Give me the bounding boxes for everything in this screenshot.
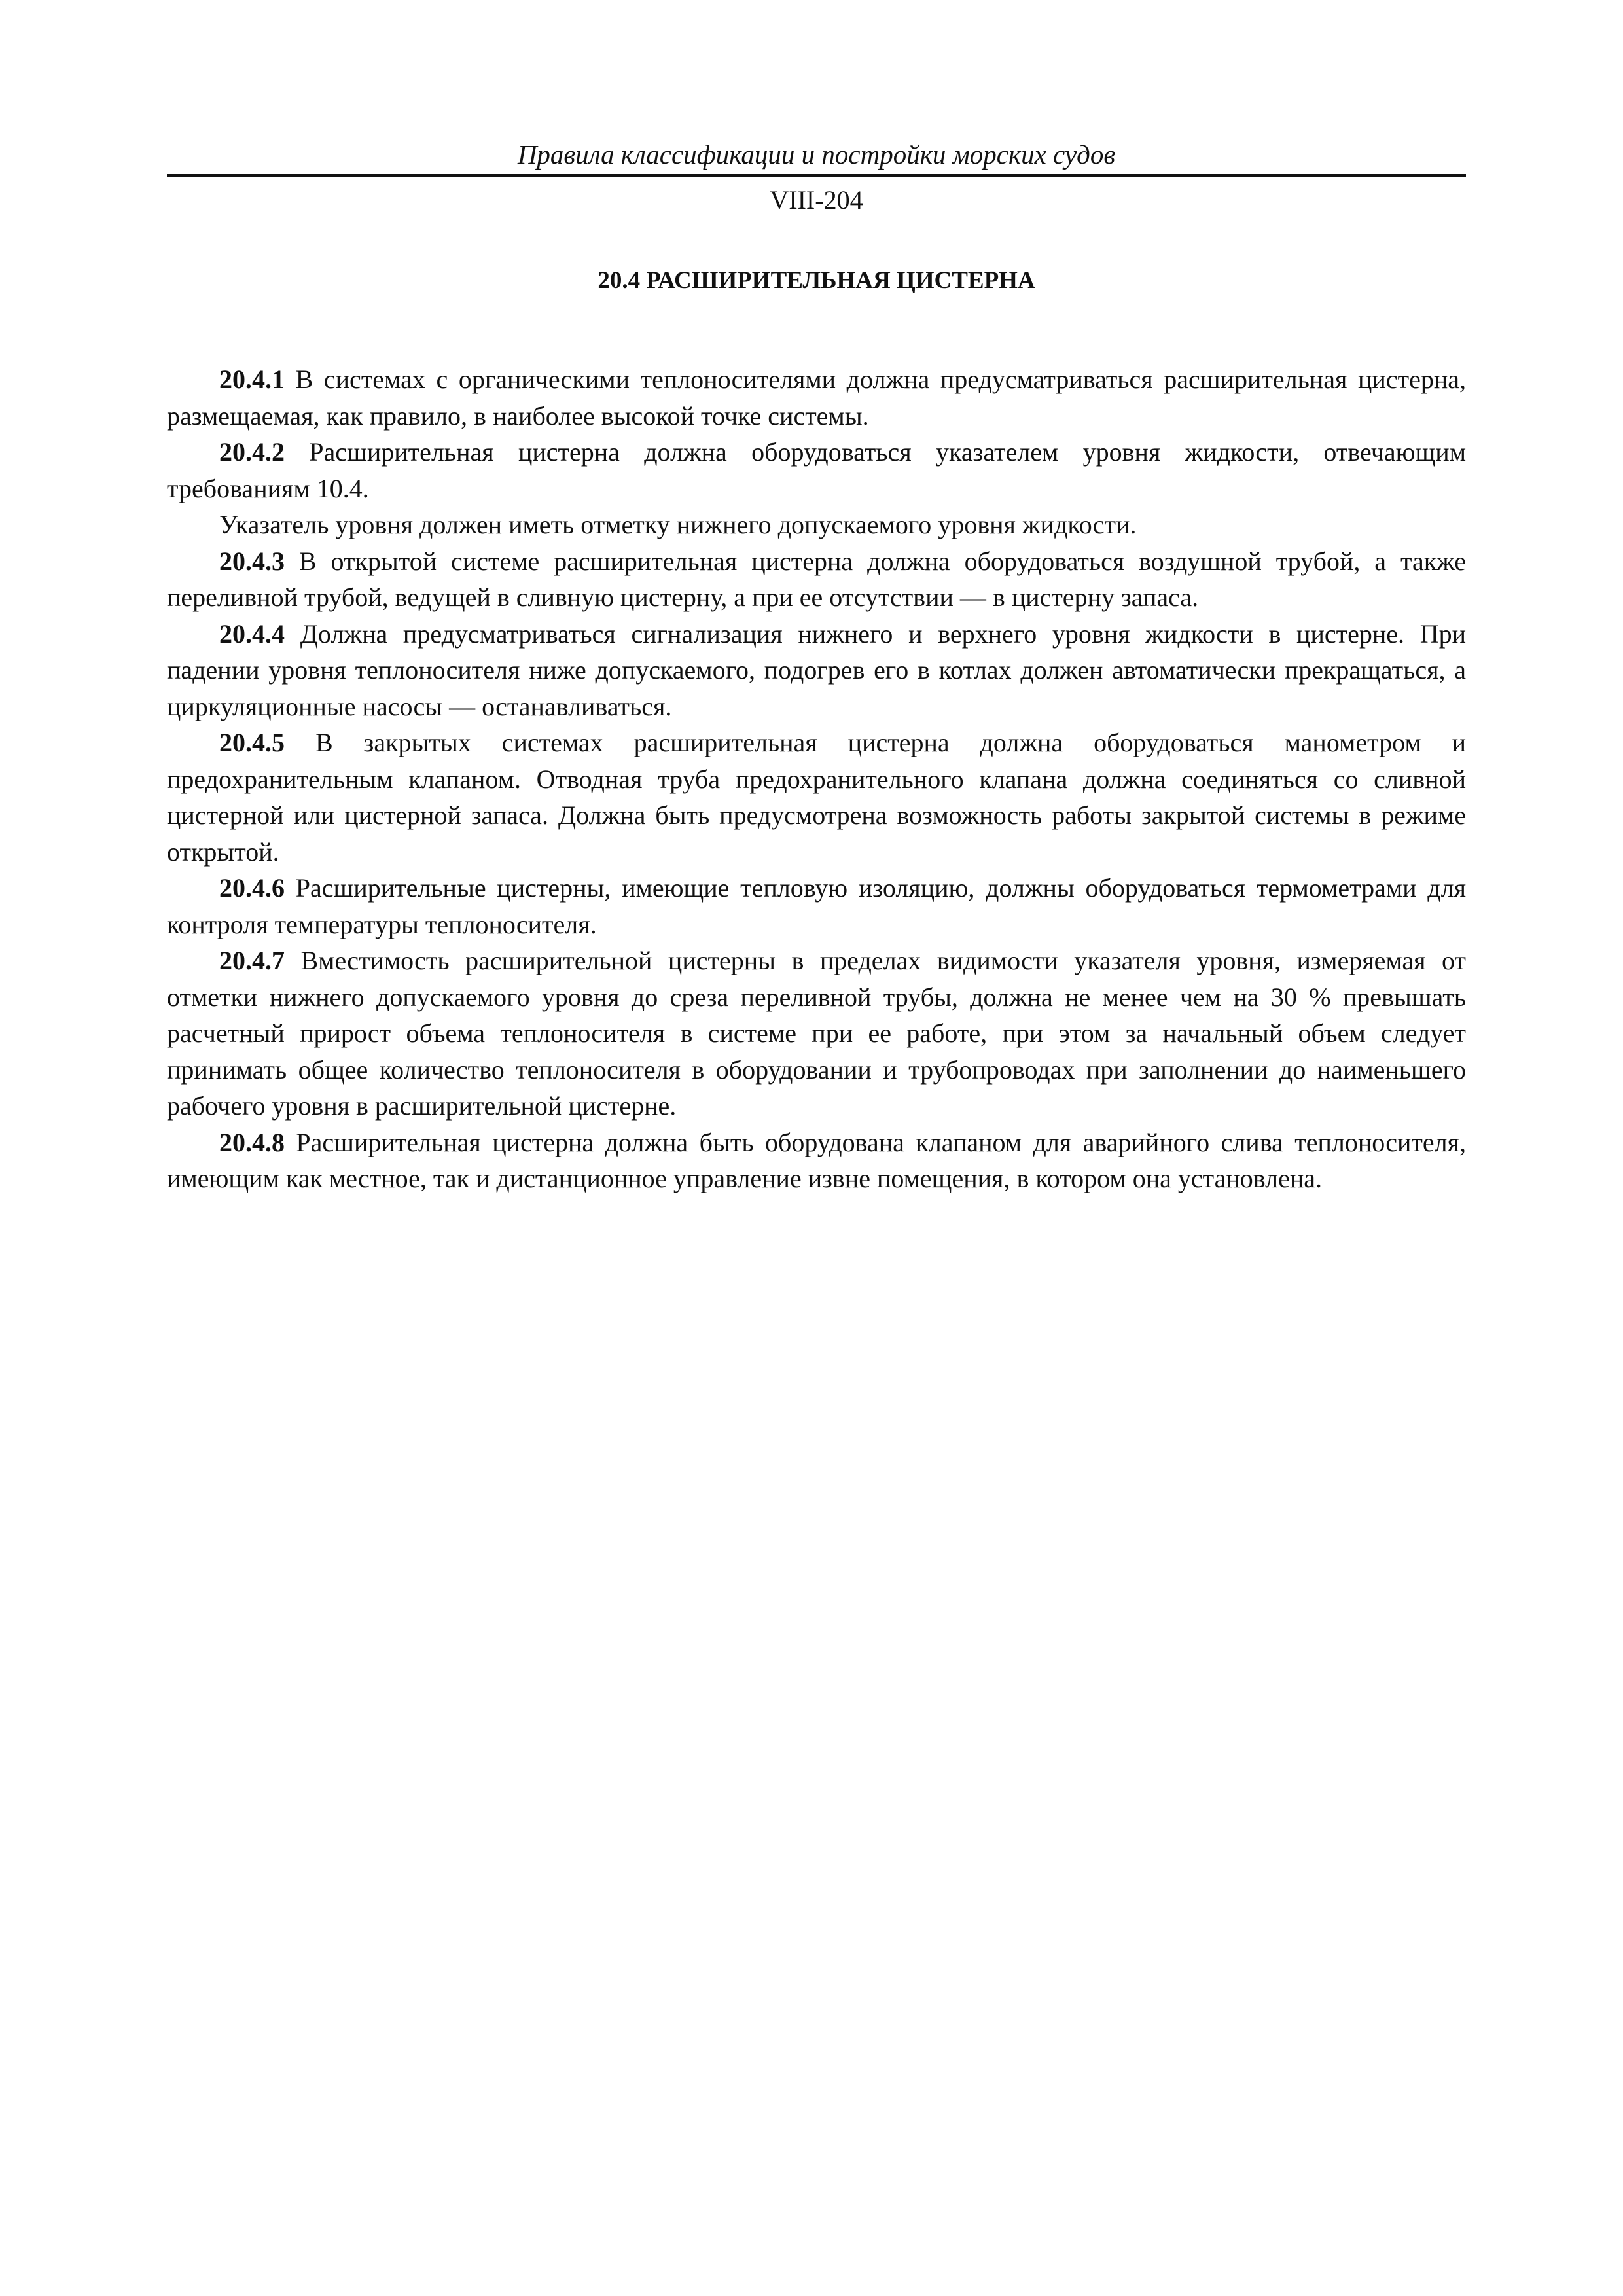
running-title: Правила классификации и постройки морских судов <box>517 139 1116 170</box>
paragraph-number: 20.4.1 <box>219 365 285 394</box>
paragraph-20-4-6 <box>167 870 1466 942</box>
paragraph-text: Расширительные цистерны, имеющие тепловую изоляцию, должны оборудоваться термометрами для контроля температуры теплоносителя. <box>167 873 1466 939</box>
paragraph-number: 20.4.4 <box>219 619 285 649</box>
paragraph-text: В закрытых системах расширительная цистерна должна оборудоваться манометром и предохранительным клапаном. Отводная труба предохранительного клапана должна соединяться со сливной цистерной или цистерной запаса. Должна быть предусмотрена возможность работы закрытой системы в режиме открытой. <box>167 728 1466 867</box>
paragraph-text: Расширительная цистерна должна быть оборудована клапаном для аварийного слива теплоносителя, имеющим как местное, так и дистанционное управление извне помещения, в котором она установлена. <box>167 1127 1466 1193</box>
paragraph-number: 20.4.2 <box>219 437 285 467</box>
section-title: 20.4 РАСШИРИТЕЛЬНАЯ ЦИСТЕРНА <box>597 267 1035 294</box>
paragraph-text: В системах с органическими теплоносителями должна предусматриваться расширительная цистерна, размещаемая, как правило, в наиболее высокой точке системы. <box>167 365 1466 431</box>
paragraph-number: 20.4.6 <box>219 873 285 903</box>
paragraph-20-4-2 <box>167 434 1466 507</box>
paragraph-20-4-1 <box>167 361 1466 434</box>
document-body <box>167 361 1466 1197</box>
paragraph-text: Указатель уровня должен иметь отметку нижнего допускаемого уровня жидкости. <box>219 510 1137 539</box>
paragraph-20-4-4 <box>167 616 1466 725</box>
paragraph-number: 20.4.8 <box>219 1127 285 1157</box>
paragraph-text: Должна предусматриваться сигнализация нижнего и верхнего уровня жидкости в цистерне. При падении уровня теплоносителя ниже допускаемого, подогрев его в котлах должен автоматически прекращаться, а циркуляционные насосы — останавливаться. <box>167 619 1466 721</box>
paragraph-level-indicator-note <box>167 507 1466 543</box>
paragraph-number: 20.4.3 <box>219 546 285 576</box>
header-rule <box>167 174 1466 177</box>
paragraph-text: Расширительная цистерна должна оборудоваться указателем уровня жидкости, отвечающим требованиям 10.4. <box>167 437 1466 503</box>
page-number: VIII-204 <box>770 185 863 215</box>
paragraph-20-4-7 <box>167 942 1466 1124</box>
paragraph-20-4-8 <box>167 1124 1466 1197</box>
paragraph-20-4-3 <box>167 543 1466 616</box>
paragraph-number: 20.4.7 <box>219 946 285 975</box>
paragraph-text: В открытой системе расширительная цистерна должна оборудоваться воздушной трубой, а также переливной трубой, ведущей в сливную цистерну, а при ее отсутствии — в цистерну запаса. <box>167 546 1466 612</box>
paragraph-number: 20.4.5 <box>219 728 285 757</box>
paragraph-20-4-5 <box>167 725 1466 870</box>
paragraph-text: Вместимость расширительной цистерны в пределах видимости указателя уровня, измеряемая от отметки нижнего допускаемого уровня до среза переливной трубы, должна не менее чем на 30 % превышать расчетный прирост объема теплоносителя в системе при ее работе, при этом за начальный объем следует принимать общее количество теплоносителя в оборудовании и трубопроводах при заполнении до наименьшего рабочего уровня в расширительной цистерне. <box>167 946 1466 1121</box>
